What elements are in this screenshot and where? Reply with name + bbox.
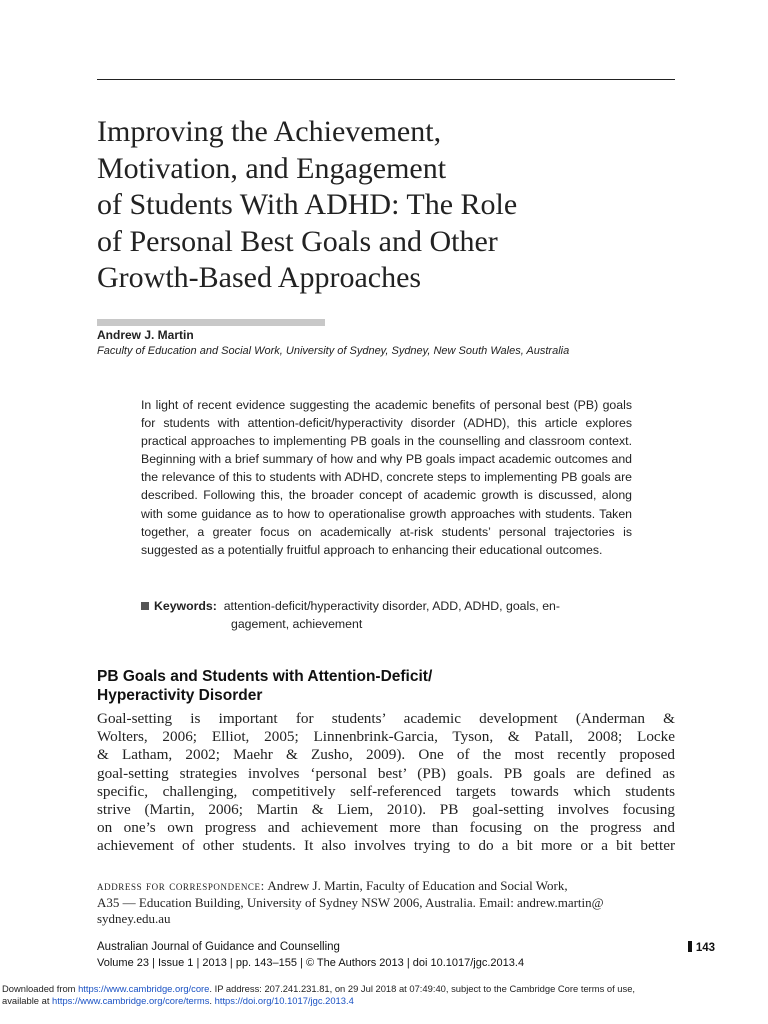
doi-link[interactable]: https://doi.org/10.1017/jgc.2013.4 [214,995,354,1006]
download-text: available at [2,995,53,1006]
top-rule [97,79,675,80]
section-heading [97,667,657,705]
page-marker-icon [688,941,692,952]
correspondence-footnote [97,878,675,928]
section-heading-line: PB Goals and Students with Attention-Deficit/ [97,668,433,685]
footnote-text: A35 — Education Building, University of Sydney NSW 2006, Australia. Email: andrew.martin@ [97,894,604,910]
title-line: Growth-Based Approaches [97,261,422,294]
journal-name: Australian Journal of Guidance and Counselling [97,941,340,953]
body-line: strive (Martin, 2006; Martin & Liem, 2010). PB goal-setting involves focusing [97,801,675,819]
section-heading-line: Hyperactivity Disorder [97,687,263,704]
title-line: of Personal Best Goals and Other [97,224,498,258]
body-line: & Latham, 2002; Maehr & Zusho, 2009). One of the most recently proposed [97,746,675,764]
download-notice [2,983,766,1007]
footnote-text: Andrew J. Martin, Faculty of Education and Social Work, [267,878,568,893]
terms-link[interactable]: https://www.cambridge.org/core/terms [52,995,210,1006]
cambridge-core-link[interactable]: https://www.cambridge.org/core [78,983,210,994]
body-paragraph [97,710,675,856]
article-title [97,114,697,297]
body-line: specific, challenging, competitively self-referenced targets towards which students [97,782,675,800]
download-text: Downloaded from [2,983,79,994]
title-line: Improving the Achievement, [97,115,442,148]
download-text: . [209,995,215,1006]
keywords-label: Keywords: [154,599,217,613]
page-number-text: 143 [695,942,715,954]
body-line: on one’s own progress and achievement more than focusing on the progress and [97,819,675,837]
title-line: Motivation, and Engagement [97,151,447,185]
footnote-label: address for correspondence: [97,878,265,893]
keywords-block [141,597,641,633]
body-line: Goal-setting is important for students’ academic development (Anderman & [97,710,675,727]
keywords-line: attention-deficit/hyperactivity disorder, ADD, ADHD, goals, en- [223,599,560,613]
author-name: Andrew J. Martin [97,328,194,342]
volume-info: Volume 23 | Issue 1 | 2013 | pp. 143–155 | © The Authors 2013 | doi 10.1017/jgc.2013.4 [97,957,525,969]
keywords-line: gagement, achievement [231,617,363,632]
footnote-text: sydney.edu.au [97,911,171,927]
body-line: achievement of other students. It also involves trying to do a bit more or a bit better [97,837,675,855]
square-bullet-icon [141,602,149,610]
download-text: . IP address: 207.241.231.81, on 29 Jul 2018 at 07:49:40, subject to the Cambridge Core terms of use, [209,983,636,994]
title-line: of Students With ADHD: The Role [97,188,518,221]
body-line: goal-setting strategies involves ‘personal best’ (PB) goals. PB goals are defined as [97,764,675,782]
page-number [688,941,715,954]
author-affiliation: Faculty of Education and Social Work, University of Sydney, Sydney, New South Wales, Australia [97,345,570,357]
abstract: In light of recent evidence suggesting the academic benefits of personal best (PB) goals for students with attention-deficit/hyperactivity disorder (ADHD), this article explores practical approaches to implementing PB goals in the counselling and classroom context. Beginning with a brief summary of how and why PB goals impact academic outcomes and the relevance of this to students with ADHD, concrete steps to implementing PB goals are described. Following this, the broader concept of academic growth is discussed, along with some guidance as to how to operationalise growth approaches with students. Taken together, a greater focus on academically at-risk students’ personal trajectories is suggested as a potentially fruitful approach to enhancing their educational outcomes. [141,398,632,557]
author-bar [97,319,325,326]
body-line: Wolters, 2006; Elliot, 2005; Linnenbrink-Garcia, Tyson, & Patall, 2008; Locke [97,728,675,746]
